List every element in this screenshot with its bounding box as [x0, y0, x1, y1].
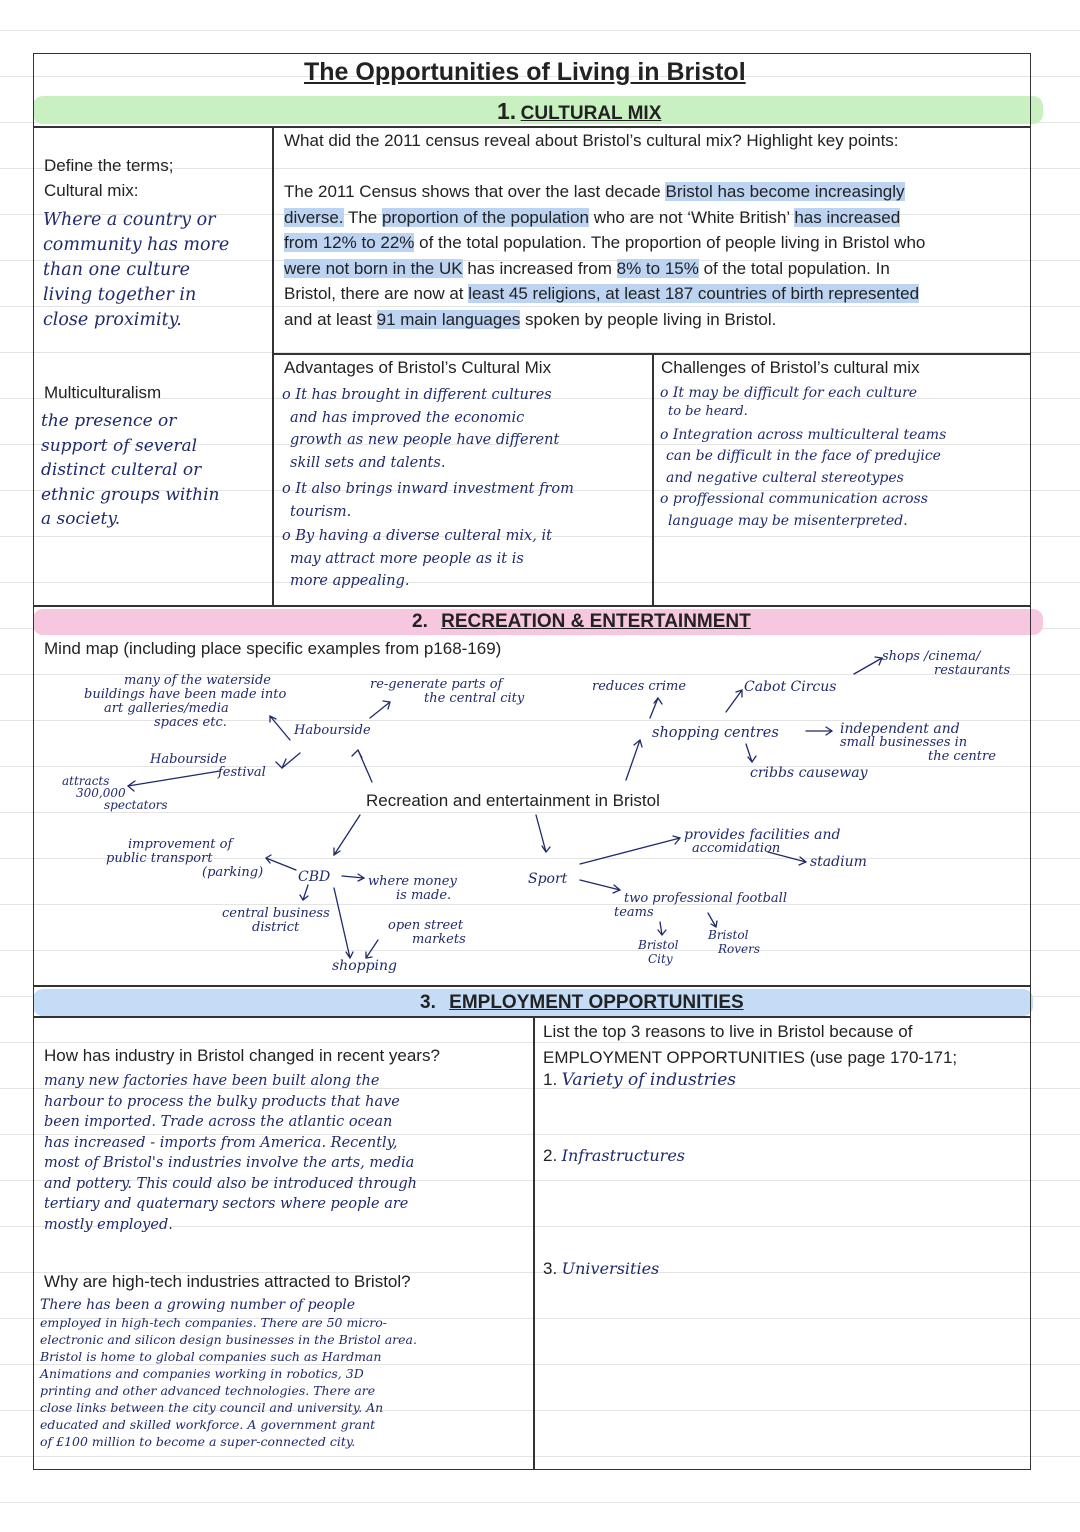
mindmap-node-bristol-city: Bristol City	[638, 938, 679, 966]
section3-heading	[420, 992, 744, 1014]
hightech-answer: There has been a growing number of people employed in high-tech companies. There are 50 micro- electronic and silicon design businesses in the Bristol area. Bristol is home to global companies such as Hardman Animations and companies working in robotics, 3D printing and other advanced technologies. There are close links between the city council and university. An educated and skilled workforce. A government grant of £100 million to become a super-connected city.	[40, 1297, 417, 1449]
arrow	[366, 940, 378, 958]
arrow	[854, 657, 882, 674]
mindmap-node-stadium: stadium	[810, 854, 867, 870]
section2-number: 2.	[412, 611, 428, 632]
mindmap-node-transport: improvement of public transport (parking)	[106, 837, 264, 880]
census-question: What did the 2011 census reveal about Bristol’s cultural mix? Highlight key points:	[284, 131, 899, 150]
arrow	[650, 698, 662, 718]
section2-title: RECREATION & ENTERTAINMENT	[441, 611, 751, 632]
mindmap-node-habourside: Habourside	[150, 752, 227, 767]
mindmap-node-regenerate: re-generate parts of the central city	[370, 677, 525, 706]
cultural-mix-label: Cultural mix:	[44, 181, 139, 200]
section1-title: CULTURAL MIX	[520, 103, 662, 124]
challenges-title: Challenges of Bristol’s cultural mix	[661, 358, 920, 377]
mindmap-node-festival: festival	[218, 765, 266, 780]
arrow	[806, 727, 832, 735]
mindmap-node-money: where money is made.	[368, 874, 457, 903]
mindmap-node-cbd-full: central business district	[222, 906, 330, 935]
mindmap-node-cribbs: cribbs causeway	[750, 765, 868, 781]
arrow	[536, 815, 550, 852]
reason-2: 2. Infrastructures	[543, 1146, 685, 1165]
census-paragraph: The 2011 Census shows that over the last decade Bristol has become increasingly diverse. The proportion of the population who are not ‘White British’ has increased from 12% to 22% of the total population. The proportion of people living in Bristol who were not born in the UK has increased from 8% to 15% of the total population. In Bristol, there are now at least 45 religions, at least 187 countries of birth represented and at least 91 main languages spoken by people living in Bristol.	[284, 182, 926, 329]
page-title: The Opportunities of Living in Bristol	[304, 58, 746, 86]
define-label: Define the terms;	[44, 156, 174, 175]
arrow	[342, 874, 364, 881]
mindmap-node-cbd: CBD	[298, 869, 331, 885]
cultural-mix-definition: Where a country or community has more than one culture living together in close proximity.	[43, 210, 230, 330]
arrow	[334, 815, 360, 855]
arrow	[580, 836, 680, 864]
mindmap-node-shops-cinema: shops /cinema/ restaurants	[882, 649, 1011, 678]
hightech-question: Why are high-tech industries attracted to Bristol?	[44, 1272, 411, 1291]
mindmap-node-habourside-top: Habourside	[294, 723, 371, 738]
industry-question: How has industry in Bristol changed in recent years?	[44, 1046, 440, 1065]
mindmap-node-shopping-centres: shopping centres	[652, 725, 779, 741]
mindmap-center: Recreation and entertainment in Bristol	[366, 791, 660, 810]
mindmap-node-independent: independent and small businesses in the centre	[840, 721, 996, 764]
multiculturalism-label: Multiculturalism	[44, 383, 162, 402]
mindmap-node-facilities: provides facilities and accomidation	[684, 827, 841, 856]
section3-title: EMPLOYMENT OPPORTUNITIES	[449, 992, 744, 1013]
challenges-list: o It may be difficult for each culture to be heard. o Integration across multiculteral teams can be difficult in the face of predujice and negative culteral stereotypes o proffessional communication across language may be misenterpreted.	[660, 385, 947, 529]
section3-number: 3.	[420, 992, 436, 1013]
advantages-title: Advantages of Bristol’s Cultural Mix	[284, 358, 552, 377]
mindmap-node-shopping: shopping	[332, 958, 398, 974]
mindmap-node-sport: Sport	[528, 871, 568, 887]
mindmap-node-markets: open street markets	[388, 918, 466, 947]
mindmap-node-cabot-circus: Cabot Circus	[744, 679, 837, 695]
arrow	[300, 885, 308, 900]
arrow	[352, 750, 372, 782]
industry-answer: many new factories have been built along the harbour to process the bulky products that have been imported. Trade across the atlantic ocean has increased - imports from America. Recently, most of Bristol's industries involve the arts, media and pottery. This could also be introduced through tertiary and quaternary sectors where people are mostly employed.	[44, 1073, 417, 1233]
advantages-list: o It has brought in different cultures and has improved the economic growth as new people have different skill sets and talents. o It also brings inward investment from tourism. o By having a diverse culteral mix, it may attract more people as it is more appealing.	[282, 387, 574, 589]
reasons-prompt: List the top 3 reasons to live in Bristol because of EMPLOYMENT OPPORTUNITIES (use page 170-171;	[543, 1022, 958, 1067]
mindmap-node-attracts: attracts 300,000 spectators	[62, 774, 168, 812]
arrow	[658, 922, 666, 935]
reason-3: 3. Universities	[543, 1259, 660, 1278]
arrow	[276, 753, 300, 768]
mindmap-node-reduces-crime: reduces crime	[592, 679, 687, 694]
mindmap-node-waterside: many of the waterside buildings have been made into art galleries/media spaces etc.	[84, 673, 287, 730]
mindmap-prompt: Mind map (including place specific examples from p168-169)	[44, 639, 502, 658]
arrow	[746, 744, 756, 762]
multiculturalism-definition: the presence or support of several distinct culteral or ethnic groups within a society.	[41, 411, 220, 529]
mindmap-node-football: two professional football teams	[614, 891, 787, 920]
reason-1: 1. Variety of industries	[543, 1070, 737, 1090]
section1-number: 1.	[497, 98, 517, 124]
arrow	[266, 855, 296, 870]
arrow	[726, 690, 742, 712]
arrow	[334, 888, 353, 958]
arrow	[626, 740, 642, 780]
mindmap-node-bristol-rovers: Bristol Rovers	[708, 928, 761, 956]
